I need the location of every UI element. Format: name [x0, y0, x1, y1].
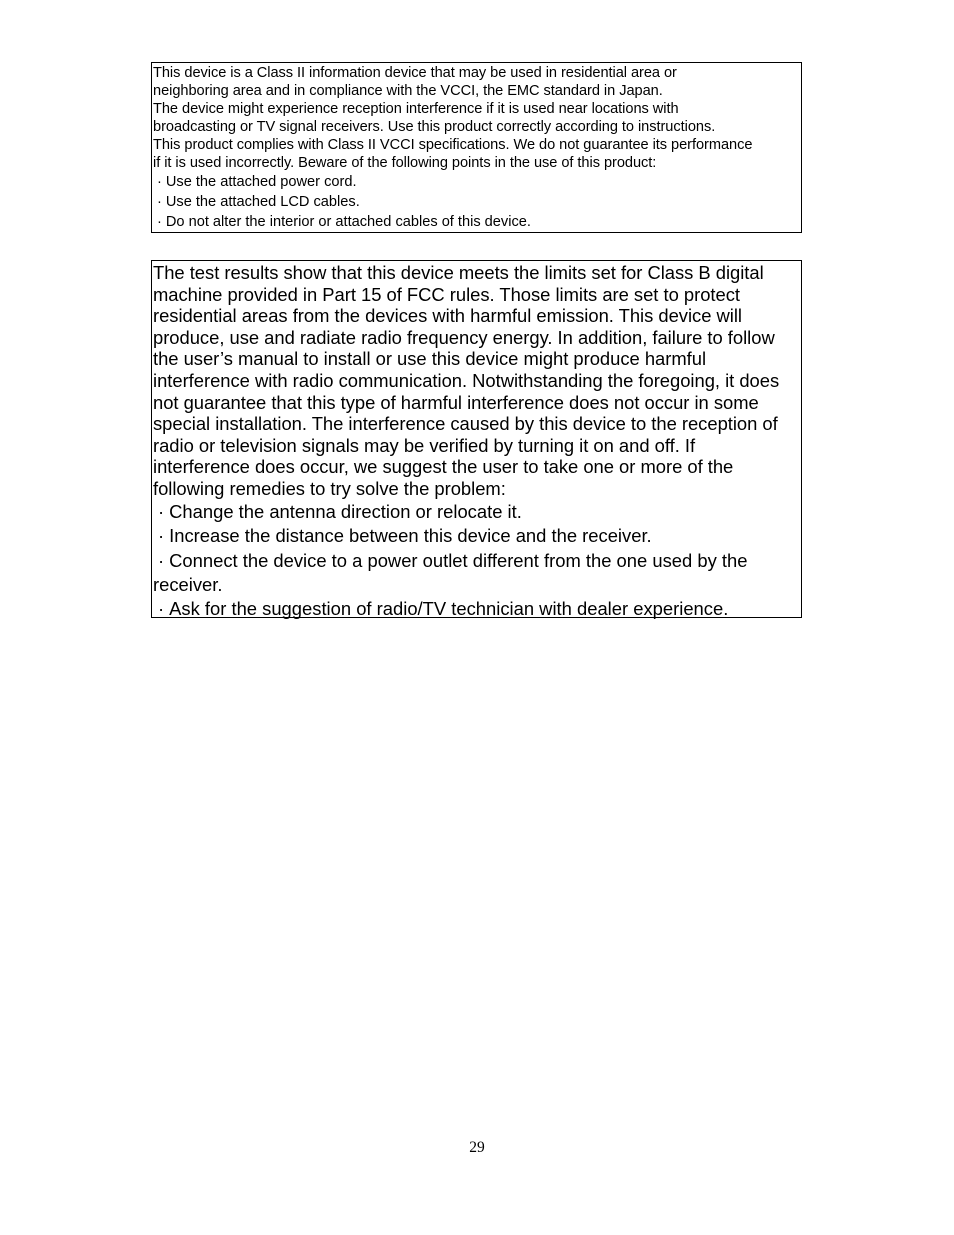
page-number: 29 — [469, 1139, 485, 1156]
vcci-notice-line: This product complies with Class II VCCI specifications. We do not guarantee its performance — [153, 137, 753, 153]
vcci-bullet-item — [153, 172, 800, 192]
fcc-notice-line: radio or television signals may be verified by turning it on and off. If — [153, 434, 696, 456]
fcc-bullet-list — [153, 500, 800, 622]
fcc-bullet-item — [153, 597, 800, 622]
bullet-symbol: · — [157, 194, 162, 210]
fcc-notice-line: following remedies to try solve the problem: — [153, 477, 506, 499]
fcc-bullet-item — [153, 500, 800, 525]
fcc-notice-line: The test results show that this device meets the limits set for Class B digital — [153, 262, 764, 283]
fcc-notice-line: special installation. The interference caused by this device to the reception of — [153, 413, 778, 435]
fcc-bullet-text: Ask for the suggestion of radio/TV technician with dealer experience. — [169, 597, 729, 619]
fcc-notice-line: the user’s manual to install or use this device might produce harmful — [153, 348, 707, 370]
fcc-bullet-text: Change the antenna direction or relocate it. — [169, 500, 522, 522]
vcci-bullet-list — [153, 172, 800, 232]
bullet-symbol: · — [157, 214, 162, 230]
fcc-notice-line: interference does occur, we suggest the user to take one or more of the — [153, 456, 734, 478]
fcc-bullet-continuation: receiver. — [153, 573, 223, 595]
vcci-bullet-text: Do not alter the interior or attached cables of this device. — [165, 214, 531, 230]
bullet-symbol: · — [158, 549, 165, 571]
fcc-bullet-text: Connect the device to a power outlet different from the one used by the — [169, 549, 748, 571]
vcci-notice-box — [151, 62, 802, 233]
fcc-bullet-text: Increase the distance between this device and the receiver. — [169, 525, 652, 547]
vcci-notice-line: neighboring area and in compliance with the VCCI, the EMC standard in Japan. — [153, 83, 663, 99]
vcci-bullet-item — [153, 192, 800, 212]
bullet-symbol: · — [158, 597, 165, 619]
fcc-notice-line: produce, use and radiate radio frequency energy. In addition, failure to follow — [153, 326, 775, 348]
bullet-symbol: · — [158, 500, 165, 522]
fcc-notice-box — [151, 260, 802, 618]
vcci-notice-line: broadcasting or TV signal receivers. Use this product correctly according to instructions. — [153, 119, 716, 135]
fcc-notice-line: interference with radio communication. Notwithstanding the foregoing, it does — [153, 369, 780, 391]
fcc-notice-line: not guarantee that this type of harmful interference does not occur in some — [153, 391, 759, 413]
vcci-notice-line: The device might experience reception interference if it is used near locations with — [153, 101, 679, 117]
vcci-notice-line: if it is used incorrectly. Beware of the following points in the use of this product: — [153, 155, 657, 171]
vcci-bullet-text: Use the attached LCD cables. — [165, 194, 360, 210]
fcc-bullet-item — [153, 524, 800, 549]
fcc-notice-line: machine provided in Part 15 of FCC rules. Those limits are set to protect — [153, 283, 740, 305]
vcci-bullet-item — [153, 212, 800, 232]
bullet-symbol: · — [158, 525, 165, 547]
fcc-notice-line: residential areas from the devices with harmful emission. This device will — [153, 305, 742, 327]
fcc-bullet-item — [153, 549, 800, 597]
bullet-symbol: · — [157, 174, 162, 190]
vcci-notice-line: This device is a Class II information device that may be used in residential area or — [153, 65, 677, 81]
vcci-bullet-text: Use the attached power cord. — [165, 174, 357, 190]
